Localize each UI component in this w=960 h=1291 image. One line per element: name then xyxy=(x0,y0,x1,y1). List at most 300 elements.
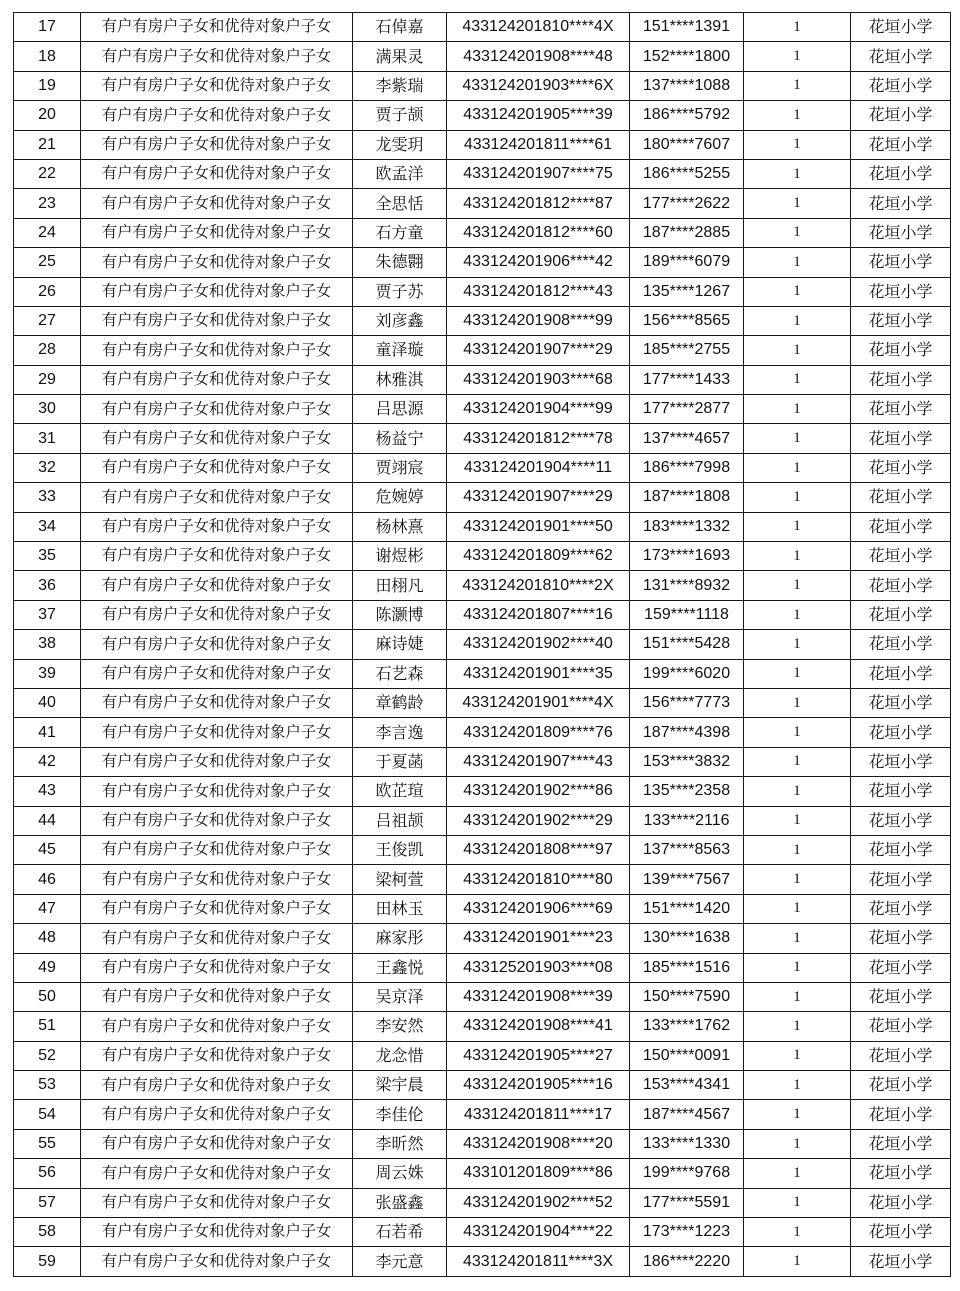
count-cell: 1 xyxy=(744,571,851,600)
row-number: 46 xyxy=(14,865,81,894)
student-name-cell: 欧芷瑄 xyxy=(353,777,447,806)
count-cell: 1 xyxy=(744,1129,851,1158)
table-row xyxy=(14,1129,951,1158)
category-cell: 有户有房户子女和优待对象户子女 xyxy=(81,101,353,130)
category-cell: 有户有房户子女和优待对象户子女 xyxy=(81,453,353,482)
phone-cell: 151****5428 xyxy=(630,630,744,659)
table-row xyxy=(14,512,951,541)
category-cell: 有户有房户子女和优待对象户子女 xyxy=(81,806,353,835)
id-number-cell: 433124201901****23 xyxy=(447,924,630,953)
row-number: 47 xyxy=(14,894,81,923)
id-number-cell: 433124201901****35 xyxy=(447,659,630,688)
school-cell: 花垣小学 xyxy=(851,336,951,365)
student-name-cell: 龙念惜 xyxy=(353,1041,447,1070)
count-cell: 1 xyxy=(744,777,851,806)
school-cell: 花垣小学 xyxy=(851,600,951,629)
category-cell: 有户有房户子女和优待对象户子女 xyxy=(81,218,353,247)
phone-cell: 156****7773 xyxy=(630,688,744,717)
row-number: 22 xyxy=(14,159,81,188)
school-cell: 花垣小学 xyxy=(851,924,951,953)
row-number: 19 xyxy=(14,71,81,100)
category-cell: 有户有房户子女和优待对象户子女 xyxy=(81,688,353,717)
category-cell: 有户有房户子女和优待对象户子女 xyxy=(81,42,353,71)
student-name-cell: 杨益宁 xyxy=(353,424,447,453)
school-cell: 花垣小学 xyxy=(851,248,951,277)
count-cell: 1 xyxy=(744,630,851,659)
id-number-cell: 433124201906****69 xyxy=(447,894,630,923)
row-number: 56 xyxy=(14,1159,81,1188)
row-number: 59 xyxy=(14,1247,81,1276)
count-cell: 1 xyxy=(744,1247,851,1276)
id-number-cell: 433124201808****97 xyxy=(447,835,630,864)
count-cell: 1 xyxy=(744,600,851,629)
phone-cell: 186****5792 xyxy=(630,101,744,130)
table-row xyxy=(14,395,951,424)
count-cell: 1 xyxy=(744,894,851,923)
count-cell: 1 xyxy=(744,189,851,218)
row-number: 45 xyxy=(14,835,81,864)
row-number: 41 xyxy=(14,718,81,747)
school-cell: 花垣小学 xyxy=(851,542,951,571)
id-number-cell: 433124201904****11 xyxy=(447,453,630,482)
row-number: 27 xyxy=(14,306,81,335)
table-row xyxy=(14,483,951,512)
id-number-cell: 433124201908****39 xyxy=(447,982,630,1011)
phone-cell: 133****1762 xyxy=(630,1012,744,1041)
id-number-cell: 433124201812****87 xyxy=(447,189,630,218)
count-cell: 1 xyxy=(744,1218,851,1247)
school-cell: 花垣小学 xyxy=(851,512,951,541)
id-number-cell: 433124201811****3X xyxy=(447,1247,630,1276)
phone-cell: 156****8565 xyxy=(630,306,744,335)
phone-cell: 199****6020 xyxy=(630,659,744,688)
count-cell: 1 xyxy=(744,71,851,100)
table-row xyxy=(14,1041,951,1070)
id-number-cell: 433124201907****43 xyxy=(447,747,630,776)
school-cell: 花垣小学 xyxy=(851,1041,951,1070)
phone-cell: 173****1693 xyxy=(630,542,744,571)
row-number: 28 xyxy=(14,336,81,365)
table-row xyxy=(14,835,951,864)
table-row xyxy=(14,424,951,453)
category-cell: 有户有房户子女和优待对象户子女 xyxy=(81,512,353,541)
table-row xyxy=(14,982,951,1011)
count-cell: 1 xyxy=(744,101,851,130)
phone-cell: 131****8932 xyxy=(630,571,744,600)
row-number: 23 xyxy=(14,189,81,218)
phone-cell: 152****1800 xyxy=(630,42,744,71)
student-name-cell: 李佳伦 xyxy=(353,1100,447,1129)
table-row xyxy=(14,101,951,130)
category-cell: 有户有房户子女和优待对象户子女 xyxy=(81,630,353,659)
row-number: 32 xyxy=(14,453,81,482)
phone-cell: 151****1391 xyxy=(630,13,744,42)
row-number: 35 xyxy=(14,542,81,571)
student-name-cell: 朱德翾 xyxy=(353,248,447,277)
student-name-cell: 龙雯玥 xyxy=(353,130,447,159)
row-number: 48 xyxy=(14,924,81,953)
phone-cell: 150****0091 xyxy=(630,1041,744,1070)
phone-cell: 153****4341 xyxy=(630,1071,744,1100)
school-cell: 花垣小学 xyxy=(851,306,951,335)
table-row xyxy=(14,1012,951,1041)
id-number-cell: 433124201902****40 xyxy=(447,630,630,659)
id-number-cell: 433124201905****39 xyxy=(447,101,630,130)
school-cell: 花垣小学 xyxy=(851,894,951,923)
id-number-cell: 433124201812****60 xyxy=(447,218,630,247)
student-name-cell: 谢煜彬 xyxy=(353,542,447,571)
category-cell: 有户有房户子女和优待对象户子女 xyxy=(81,306,353,335)
phone-cell: 180****7607 xyxy=(630,130,744,159)
row-number: 58 xyxy=(14,1218,81,1247)
student-name-cell: 田栩凡 xyxy=(353,571,447,600)
student-name-cell: 满果灵 xyxy=(353,42,447,71)
id-number-cell: 433124201901****4X xyxy=(447,688,630,717)
row-number: 52 xyxy=(14,1041,81,1070)
row-number: 34 xyxy=(14,512,81,541)
table-row xyxy=(14,71,951,100)
table-row xyxy=(14,718,951,747)
school-cell: 花垣小学 xyxy=(851,571,951,600)
student-name-cell: 童泽璇 xyxy=(353,336,447,365)
row-number: 43 xyxy=(14,777,81,806)
id-number-cell: 433124201907****29 xyxy=(447,336,630,365)
table-row xyxy=(14,218,951,247)
student-name-cell: 危婉婷 xyxy=(353,483,447,512)
school-cell: 花垣小学 xyxy=(851,982,951,1011)
id-number-cell: 433124201907****29 xyxy=(447,483,630,512)
category-cell: 有户有房户子女和优待对象户子女 xyxy=(81,424,353,453)
school-cell: 花垣小学 xyxy=(851,365,951,394)
table-row xyxy=(14,42,951,71)
id-number-cell: 433124201810****80 xyxy=(447,865,630,894)
id-number-cell: 433124201905****27 xyxy=(447,1041,630,1070)
id-number-cell: 433124201809****62 xyxy=(447,542,630,571)
row-number: 30 xyxy=(14,395,81,424)
school-cell: 花垣小学 xyxy=(851,1218,951,1247)
count-cell: 1 xyxy=(744,306,851,335)
student-name-cell: 章鹤龄 xyxy=(353,688,447,717)
school-cell: 花垣小学 xyxy=(851,1159,951,1188)
id-number-cell: 433124201807****16 xyxy=(447,600,630,629)
school-cell: 花垣小学 xyxy=(851,71,951,100)
table-row xyxy=(14,189,951,218)
school-cell: 花垣小学 xyxy=(851,130,951,159)
phone-cell: 187****4398 xyxy=(630,718,744,747)
table-row xyxy=(14,277,951,306)
table-row xyxy=(14,159,951,188)
id-number-cell: 433124201904****99 xyxy=(447,395,630,424)
school-cell: 花垣小学 xyxy=(851,1071,951,1100)
school-cell: 花垣小学 xyxy=(851,101,951,130)
phone-cell: 185****1516 xyxy=(630,953,744,982)
phone-cell: 177****1433 xyxy=(630,365,744,394)
row-number: 44 xyxy=(14,806,81,835)
category-cell: 有户有房户子女和优待对象户子女 xyxy=(81,159,353,188)
row-number: 49 xyxy=(14,953,81,982)
table-row xyxy=(14,806,951,835)
count-cell: 1 xyxy=(744,277,851,306)
student-name-cell: 王鑫悦 xyxy=(353,953,447,982)
category-cell: 有户有房户子女和优待对象户子女 xyxy=(81,1218,353,1247)
table-row xyxy=(14,747,951,776)
id-number-cell: 433124201903****6X xyxy=(447,71,630,100)
enrollment-table xyxy=(13,12,951,1277)
category-cell: 有户有房户子女和优待对象户子女 xyxy=(81,542,353,571)
table-row xyxy=(14,130,951,159)
student-name-cell: 田林玉 xyxy=(353,894,447,923)
category-cell: 有户有房户子女和优待对象户子女 xyxy=(81,865,353,894)
count-cell: 1 xyxy=(744,747,851,776)
school-cell: 花垣小学 xyxy=(851,835,951,864)
school-cell: 花垣小学 xyxy=(851,424,951,453)
student-name-cell: 陈灏博 xyxy=(353,600,447,629)
id-number-cell: 433124201810****4X xyxy=(447,13,630,42)
id-number-cell: 433124201908****99 xyxy=(447,306,630,335)
row-number: 36 xyxy=(14,571,81,600)
table-row xyxy=(14,600,951,629)
category-cell: 有户有房户子女和优待对象户子女 xyxy=(81,1188,353,1217)
phone-cell: 133****2116 xyxy=(630,806,744,835)
row-number: 26 xyxy=(14,277,81,306)
student-name-cell: 周云姝 xyxy=(353,1159,447,1188)
phone-cell: 150****7590 xyxy=(630,982,744,1011)
student-name-cell: 王俊凯 xyxy=(353,835,447,864)
school-cell: 花垣小学 xyxy=(851,453,951,482)
count-cell: 1 xyxy=(744,806,851,835)
row-number: 40 xyxy=(14,688,81,717)
count-cell: 1 xyxy=(744,130,851,159)
category-cell: 有户有房户子女和优待对象户子女 xyxy=(81,571,353,600)
count-cell: 1 xyxy=(744,953,851,982)
student-name-cell: 李安然 xyxy=(353,1012,447,1041)
table-row xyxy=(14,306,951,335)
row-number: 25 xyxy=(14,248,81,277)
id-number-cell: 433124201809****76 xyxy=(447,718,630,747)
school-cell: 花垣小学 xyxy=(851,953,951,982)
count-cell: 1 xyxy=(744,1071,851,1100)
count-cell: 1 xyxy=(744,835,851,864)
phone-cell: 199****9768 xyxy=(630,1159,744,1188)
id-number-cell: 433124201812****78 xyxy=(447,424,630,453)
table-row xyxy=(14,248,951,277)
category-cell: 有户有房户子女和优待对象户子女 xyxy=(81,600,353,629)
school-cell: 花垣小学 xyxy=(851,718,951,747)
student-name-cell: 石方童 xyxy=(353,218,447,247)
category-cell: 有户有房户子女和优待对象户子女 xyxy=(81,248,353,277)
row-number: 57 xyxy=(14,1188,81,1217)
table-row xyxy=(14,1159,951,1188)
id-number-cell: 433124201812****43 xyxy=(447,277,630,306)
school-cell: 花垣小学 xyxy=(851,688,951,717)
category-cell: 有户有房户子女和优待对象户子女 xyxy=(81,130,353,159)
phone-cell: 137****4657 xyxy=(630,424,744,453)
count-cell: 1 xyxy=(744,424,851,453)
category-cell: 有户有房户子女和优待对象户子女 xyxy=(81,982,353,1011)
category-cell: 有户有房户子女和优待对象户子女 xyxy=(81,13,353,42)
school-cell: 花垣小学 xyxy=(851,865,951,894)
student-name-cell: 林雅淇 xyxy=(353,365,447,394)
student-name-cell: 梁柯萱 xyxy=(353,865,447,894)
category-cell: 有户有房户子女和优待对象户子女 xyxy=(81,659,353,688)
table-row xyxy=(14,777,951,806)
table-row xyxy=(14,630,951,659)
phone-cell: 189****6079 xyxy=(630,248,744,277)
id-number-cell: 433124201902****52 xyxy=(447,1188,630,1217)
id-number-cell: 433101201809****86 xyxy=(447,1159,630,1188)
count-cell: 1 xyxy=(744,512,851,541)
category-cell: 有户有房户子女和优待对象户子女 xyxy=(81,1071,353,1100)
category-cell: 有户有房户子女和优待对象户子女 xyxy=(81,1041,353,1070)
student-name-cell: 刘彦鑫 xyxy=(353,306,447,335)
school-cell: 花垣小学 xyxy=(851,159,951,188)
phone-cell: 135****2358 xyxy=(630,777,744,806)
phone-cell: 186****5255 xyxy=(630,159,744,188)
row-number: 33 xyxy=(14,483,81,512)
category-cell: 有户有房户子女和优待对象户子女 xyxy=(81,395,353,424)
row-number: 53 xyxy=(14,1071,81,1100)
school-cell: 花垣小学 xyxy=(851,13,951,42)
row-number: 50 xyxy=(14,982,81,1011)
count-cell: 1 xyxy=(744,218,851,247)
row-number: 29 xyxy=(14,365,81,394)
row-number: 18 xyxy=(14,42,81,71)
category-cell: 有户有房户子女和优待对象户子女 xyxy=(81,71,353,100)
count-cell: 1 xyxy=(744,865,851,894)
table-row xyxy=(14,1071,951,1100)
school-cell: 花垣小学 xyxy=(851,1012,951,1041)
row-number: 31 xyxy=(14,424,81,453)
category-cell: 有户有房户子女和优待对象户子女 xyxy=(81,953,353,982)
category-cell: 有户有房户子女和优待对象户子女 xyxy=(81,1159,353,1188)
category-cell: 有户有房户子女和优待对象户子女 xyxy=(81,718,353,747)
school-cell: 花垣小学 xyxy=(851,1129,951,1158)
phone-cell: 177****2622 xyxy=(630,189,744,218)
count-cell: 1 xyxy=(744,659,851,688)
id-number-cell: 433124201908****41 xyxy=(447,1012,630,1041)
table-row xyxy=(14,571,951,600)
phone-cell: 187****1808 xyxy=(630,483,744,512)
category-cell: 有户有房户子女和优待对象户子女 xyxy=(81,747,353,776)
table-row xyxy=(14,894,951,923)
count-cell: 1 xyxy=(744,924,851,953)
id-number-cell: 433125201903****08 xyxy=(447,953,630,982)
student-name-cell: 于夏菡 xyxy=(353,747,447,776)
category-cell: 有户有房户子女和优待对象户子女 xyxy=(81,277,353,306)
count-cell: 1 xyxy=(744,1188,851,1217)
phone-cell: 137****8563 xyxy=(630,835,744,864)
phone-cell: 137****1088 xyxy=(630,71,744,100)
count-cell: 1 xyxy=(744,13,851,42)
category-cell: 有户有房户子女和优待对象户子女 xyxy=(81,1100,353,1129)
phone-cell: 187****4567 xyxy=(630,1100,744,1129)
row-number: 17 xyxy=(14,13,81,42)
school-cell: 花垣小学 xyxy=(851,1100,951,1129)
id-number-cell: 433124201811****17 xyxy=(447,1100,630,1129)
phone-cell: 177****2877 xyxy=(630,395,744,424)
table-row xyxy=(14,1100,951,1129)
count-cell: 1 xyxy=(744,248,851,277)
table-row xyxy=(14,1188,951,1217)
category-cell: 有户有房户子女和优待对象户子女 xyxy=(81,777,353,806)
id-number-cell: 433124201906****42 xyxy=(447,248,630,277)
student-name-cell: 李紫瑞 xyxy=(353,71,447,100)
category-cell: 有户有房户子女和优待对象户子女 xyxy=(81,336,353,365)
school-cell: 花垣小学 xyxy=(851,277,951,306)
count-cell: 1 xyxy=(744,1100,851,1129)
category-cell: 有户有房户子女和优待对象户子女 xyxy=(81,1012,353,1041)
count-cell: 1 xyxy=(744,542,851,571)
count-cell: 1 xyxy=(744,365,851,394)
table-row xyxy=(14,953,951,982)
student-name-cell: 贾子苏 xyxy=(353,277,447,306)
table-row xyxy=(14,688,951,717)
table-row xyxy=(14,336,951,365)
row-number: 51 xyxy=(14,1012,81,1041)
student-name-cell: 李元意 xyxy=(353,1247,447,1276)
category-cell: 有户有房户子女和优待对象户子女 xyxy=(81,483,353,512)
school-cell: 花垣小学 xyxy=(851,747,951,776)
row-number: 54 xyxy=(14,1100,81,1129)
student-name-cell: 麻家彤 xyxy=(353,924,447,953)
student-name-cell: 欧孟洋 xyxy=(353,159,447,188)
phone-cell: 133****1330 xyxy=(630,1129,744,1158)
row-number: 37 xyxy=(14,600,81,629)
count-cell: 1 xyxy=(744,395,851,424)
id-number-cell: 433124201902****86 xyxy=(447,777,630,806)
student-name-cell: 张盛鑫 xyxy=(353,1188,447,1217)
phone-cell: 130****1638 xyxy=(630,924,744,953)
count-cell: 1 xyxy=(744,42,851,71)
count-cell: 1 xyxy=(744,1159,851,1188)
row-number: 21 xyxy=(14,130,81,159)
student-name-cell: 吕祖颉 xyxy=(353,806,447,835)
row-number: 55 xyxy=(14,1129,81,1158)
category-cell: 有户有房户子女和优待对象户子女 xyxy=(81,1247,353,1276)
table-row xyxy=(14,453,951,482)
table-row xyxy=(14,865,951,894)
table-row xyxy=(14,659,951,688)
student-name-cell: 李昕然 xyxy=(353,1129,447,1158)
school-cell: 花垣小学 xyxy=(851,483,951,512)
table-row xyxy=(14,1218,951,1247)
student-name-cell: 麻诗婕 xyxy=(353,630,447,659)
phone-cell: 183****1332 xyxy=(630,512,744,541)
count-cell: 1 xyxy=(744,453,851,482)
category-cell: 有户有房户子女和优待对象户子女 xyxy=(81,894,353,923)
row-number: 24 xyxy=(14,218,81,247)
count-cell: 1 xyxy=(744,1041,851,1070)
school-cell: 花垣小学 xyxy=(851,659,951,688)
school-cell: 花垣小学 xyxy=(851,806,951,835)
id-number-cell: 433124201907****75 xyxy=(447,159,630,188)
category-cell: 有户有房户子女和优待对象户子女 xyxy=(81,189,353,218)
phone-cell: 186****2220 xyxy=(630,1247,744,1276)
count-cell: 1 xyxy=(744,718,851,747)
student-name-cell: 石艺森 xyxy=(353,659,447,688)
student-name-cell: 杨林熹 xyxy=(353,512,447,541)
id-number-cell: 433124201902****29 xyxy=(447,806,630,835)
school-cell: 花垣小学 xyxy=(851,630,951,659)
student-name-cell: 梁宇晨 xyxy=(353,1071,447,1100)
row-number: 42 xyxy=(14,747,81,776)
phone-cell: 153****3832 xyxy=(630,747,744,776)
phone-cell: 135****1267 xyxy=(630,277,744,306)
school-cell: 花垣小学 xyxy=(851,395,951,424)
table-row xyxy=(14,542,951,571)
id-number-cell: 433124201810****2X xyxy=(447,571,630,600)
count-cell: 1 xyxy=(744,159,851,188)
